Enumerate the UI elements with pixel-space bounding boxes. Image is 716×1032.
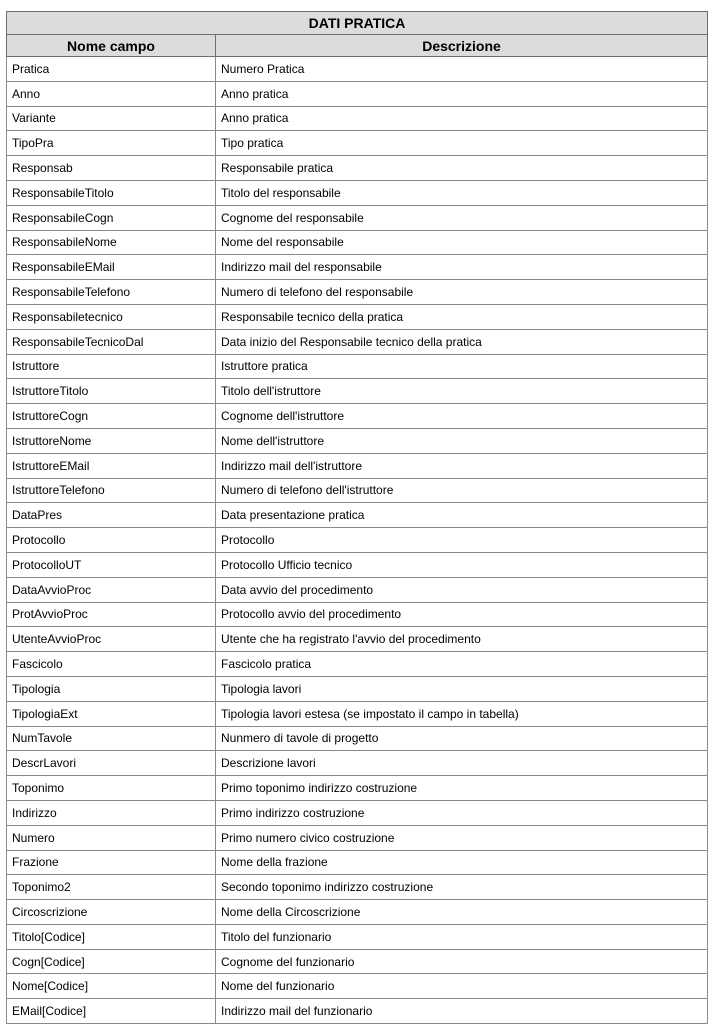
table-row [7,577,708,602]
field-name-cell: ResponsabileTitolo [7,180,216,205]
table-row [7,652,708,677]
table-body [7,57,708,1024]
table-row [7,800,708,825]
field-name-cell: Tipologia [7,676,216,701]
field-name-cell: IstruttoreEMail [7,453,216,478]
field-description-cell: Nome della Circoscrizione [216,900,708,925]
table-row [7,57,708,82]
field-name-cell: ResponsabileTelefono [7,280,216,305]
field-description-cell: Data inizio del Responsabile tecnico della pratica [216,329,708,354]
field-name-cell: ProtocolloUT [7,552,216,577]
field-description-cell: Secondo toponimo indirizzo costruzione [216,875,708,900]
field-description-cell: Tipo pratica [216,131,708,156]
table-row [7,974,708,999]
field-name-cell: Numero [7,825,216,850]
table-row [7,230,708,255]
field-name-cell: Nome[Codice] [7,974,216,999]
table-row [7,329,708,354]
table-row [7,825,708,850]
table-row [7,180,708,205]
table-row [7,255,708,280]
table-row [7,280,708,305]
table-row [7,304,708,329]
field-description-cell: Nome dell'istruttore [216,428,708,453]
field-name-cell: Titolo[Codice] [7,924,216,949]
field-description-cell: Protocollo Ufficio tecnico [216,552,708,577]
dati-pratica-table [6,11,708,1024]
field-name-cell: Circoscrizione [7,900,216,925]
field-description-cell: Nome della frazione [216,850,708,875]
field-description-cell: Istruttore pratica [216,354,708,379]
table-row [7,478,708,503]
field-name-cell: TipologiaExt [7,701,216,726]
table-row [7,503,708,528]
field-description-cell: Cognome del responsabile [216,205,708,230]
table-row [7,999,708,1024]
field-name-cell: ResponsabileTecnicoDal [7,329,216,354]
field-description-cell: Nome del responsabile [216,230,708,255]
table-row [7,156,708,181]
field-name-cell: EMail[Codice] [7,999,216,1024]
field-description-cell: Titolo del responsabile [216,180,708,205]
table-row [7,106,708,131]
field-description-cell: Data avvio del procedimento [216,577,708,602]
field-name-cell: IstruttoreNome [7,428,216,453]
column-header-nome-campo: Nome campo [7,35,216,57]
column-header-descrizione: Descrizione [216,35,708,57]
field-name-cell: Toponimo [7,776,216,801]
table-row [7,404,708,429]
table-title: DATI PRATICA [7,12,708,35]
table-row [7,751,708,776]
field-description-cell: Numero Pratica [216,57,708,82]
field-description-cell: Titolo del funzionario [216,924,708,949]
field-name-cell: Pratica [7,57,216,82]
field-description-cell: Utente che ha registrato l'avvio del procedimento [216,627,708,652]
field-name-cell: Toponimo2 [7,875,216,900]
table-row [7,81,708,106]
field-name-cell: ResponsabileCogn [7,205,216,230]
field-name-cell: Responsab [7,156,216,181]
table-row [7,949,708,974]
table-row [7,453,708,478]
field-name-cell: Istruttore [7,354,216,379]
field-name-cell: ProtAvvioProc [7,602,216,627]
field-name-cell: TipoPra [7,131,216,156]
table-row [7,776,708,801]
field-name-cell: ResponsabileEMail [7,255,216,280]
table-row [7,379,708,404]
table-row [7,676,708,701]
field-name-cell: ResponsabileNome [7,230,216,255]
field-name-cell: IstruttoreCogn [7,404,216,429]
field-description-cell: Fascicolo pratica [216,652,708,677]
field-description-cell: Titolo dell'istruttore [216,379,708,404]
field-name-cell: DescrLavori [7,751,216,776]
table-row [7,428,708,453]
field-description-cell: Indirizzo mail del funzionario [216,999,708,1024]
field-name-cell: UtenteAvvioProc [7,627,216,652]
field-name-cell: IstruttoreTelefono [7,478,216,503]
table-title-row [7,12,708,35]
field-name-cell: Responsabiletecnico [7,304,216,329]
table-row [7,627,708,652]
table-header-row [7,35,708,57]
field-description-cell: Numero di telefono dell'istruttore [216,478,708,503]
table-row [7,131,708,156]
field-name-cell: Anno [7,81,216,106]
field-name-cell: IstruttoreTitolo [7,379,216,404]
field-description-cell: Primo numero civico costruzione [216,825,708,850]
field-description-cell: Nunmero di tavole di progetto [216,726,708,751]
table-row [7,354,708,379]
field-name-cell: Fascicolo [7,652,216,677]
field-description-cell: Primo toponimo indirizzo costruzione [216,776,708,801]
field-name-cell: DataPres [7,503,216,528]
table-row [7,875,708,900]
table-row [7,924,708,949]
table-row [7,205,708,230]
field-name-cell: Variante [7,106,216,131]
field-description-cell: Indirizzo mail dell'istruttore [216,453,708,478]
table-row [7,850,708,875]
field-description-cell: Protocollo [216,528,708,553]
field-description-cell: Nome del funzionario [216,974,708,999]
field-description-cell: Cognome dell'istruttore [216,404,708,429]
field-description-cell: Cognome del funzionario [216,949,708,974]
field-name-cell: Protocollo [7,528,216,553]
table-row [7,900,708,925]
field-description-cell: Indirizzo mail del responsabile [216,255,708,280]
field-description-cell: Anno pratica [216,106,708,131]
field-description-cell: Numero di telefono del responsabile [216,280,708,305]
field-description-cell: Anno pratica [216,81,708,106]
field-description-cell: Responsabile pratica [216,156,708,181]
field-description-cell: Primo indirizzo costruzione [216,800,708,825]
table-row [7,528,708,553]
field-description-cell: Data presentazione pratica [216,503,708,528]
field-name-cell: NumTavole [7,726,216,751]
field-name-cell: Frazione [7,850,216,875]
field-name-cell: DataAvvioProc [7,577,216,602]
table-row [7,602,708,627]
field-name-cell: Cogn[Codice] [7,949,216,974]
table-row [7,726,708,751]
field-name-cell: Indirizzo [7,800,216,825]
field-description-cell: Tipologia lavori [216,676,708,701]
field-description-cell: Responsabile tecnico della pratica [216,304,708,329]
field-description-cell: Tipologia lavori estesa (se impostato il campo in tabella) [216,701,708,726]
field-description-cell: Descrizione lavori [216,751,708,776]
table-row [7,701,708,726]
field-description-cell: Protocollo avvio del procedimento [216,602,708,627]
table-row [7,552,708,577]
